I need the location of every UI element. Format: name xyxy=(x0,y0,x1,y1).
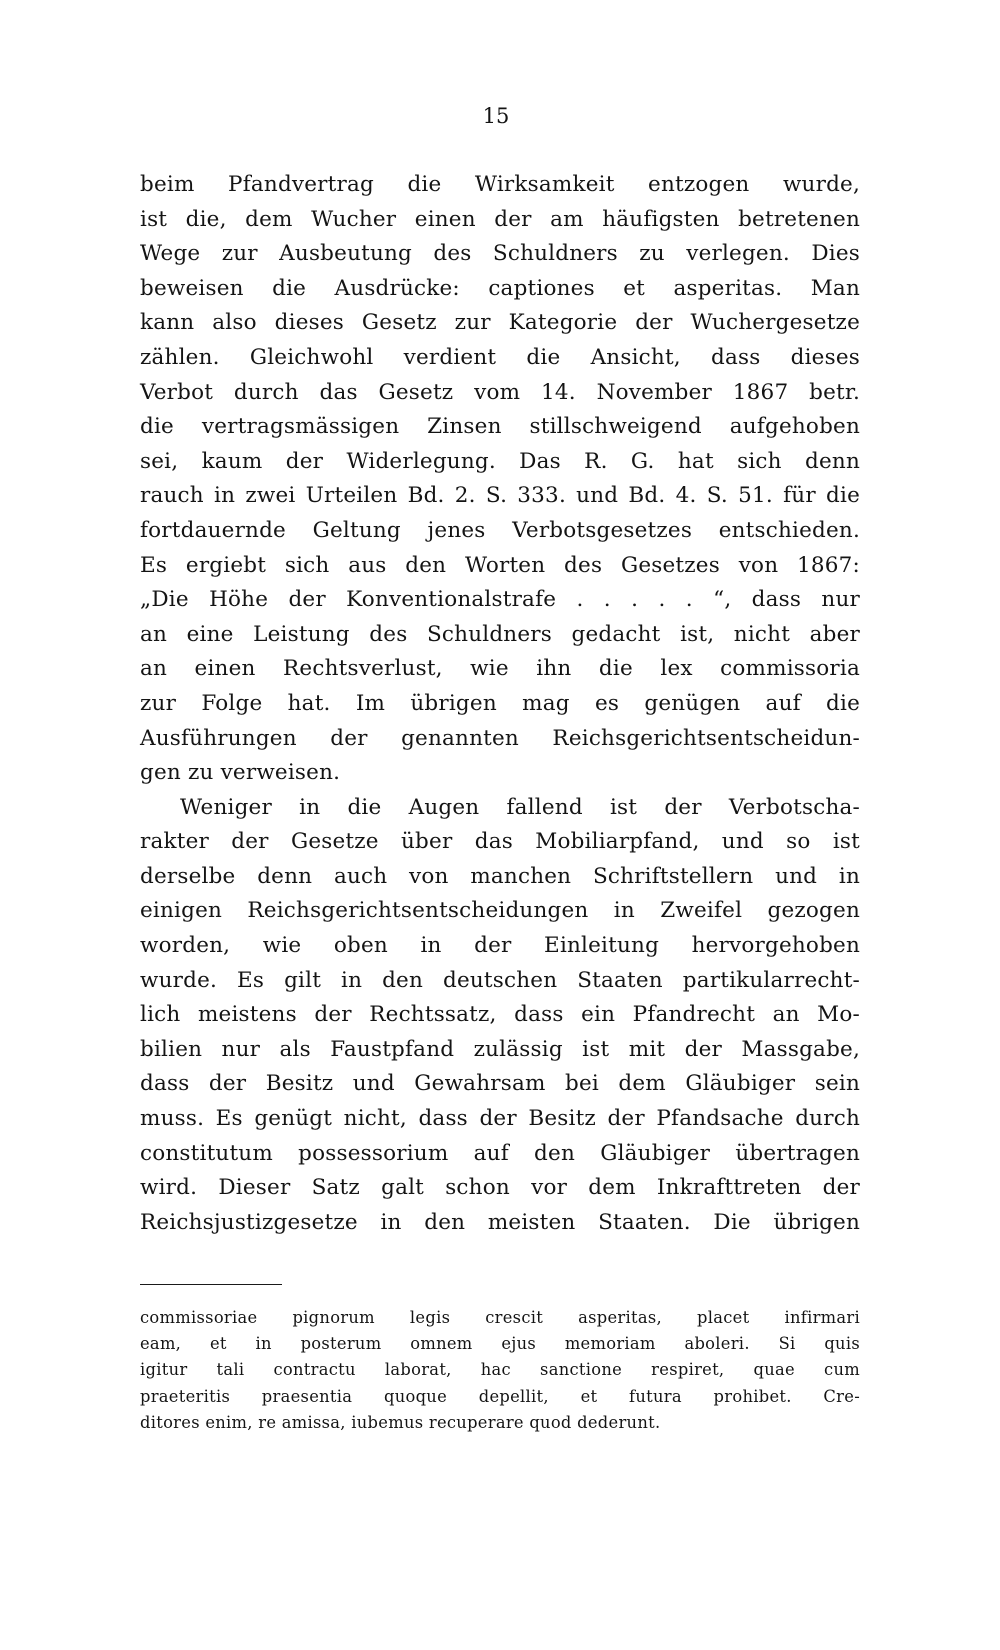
footnote-line: eam, et in posterum omnem ejus memoriam aboleri. Si quis xyxy=(140,1334,860,1354)
text-line: derselbe denn auch von manchen Schriftstellern und in xyxy=(140,863,860,889)
text-line: „Die Höhe der Konventionalstrafe . . . . . “, dass nur xyxy=(140,587,860,613)
text-line: rauch in zwei Urteilen Bd. 2. S. 333. und Bd. 4. S. 51. für die xyxy=(140,483,860,509)
text-line: Wege zur Ausbeutung des Schuldners zu verlegen. Dies xyxy=(140,241,860,267)
text-line: einigen Reichsgerichtsentscheidungen in Zweifel gezogen xyxy=(140,898,860,924)
body-text xyxy=(140,168,860,1240)
page-number: 15 xyxy=(482,104,510,128)
text-line: beim Pfandvertrag die Wirksamkeit entzogen wurde, xyxy=(140,172,860,197)
text-line: wird. Dieser Satz galt schon vor dem Inkrafttreten der xyxy=(140,1175,860,1201)
text-line: an eine Leistung des Schuldners gedacht ist, nicht aber xyxy=(140,621,860,647)
text-line: rakter der Gesetze über das Mobiliarpfand, und so ist xyxy=(140,829,860,855)
text-line: zählen. Gleichwohl verdient die Ansicht, dass dieses xyxy=(140,344,860,370)
footnote-line: ditores enim, re amissa, iubemus recuperare quod dederunt. xyxy=(140,1412,661,1432)
text-line: ist die, dem Wucher einen der am häufigsten betretenen xyxy=(140,206,860,232)
footnote-line: praeteritis praesentia quoque depellit, et futura prohibet. Cre- xyxy=(140,1386,860,1406)
footnote xyxy=(140,1305,860,1436)
text-line: die vertragsmässigen Zinsen stillschweigend aufgehoben xyxy=(140,414,860,440)
text-line: worden, wie oben in der Einleitung hervorgehoben xyxy=(140,933,860,959)
text-line: dass der Besitz und Gewahrsam bei dem Gläubiger sein xyxy=(140,1071,860,1097)
text-line: gen zu verweisen. xyxy=(140,760,341,786)
text-line: Ausführungen der genannten Reichsgerichtsentscheidun- xyxy=(140,725,860,751)
text-line: bilien nur als Faustpfand zulässig ist mit der Massgabe, xyxy=(140,1036,860,1062)
footnote-line: igitur tali contractu laborat, hac sanctione respiret, quae cum xyxy=(140,1360,860,1380)
text-line: kann also dieses Gesetz zur Kategorie der Wuchergesetze xyxy=(140,310,860,336)
text-line: constitutum possessorium auf den Gläubiger übertragen xyxy=(140,1140,860,1166)
text-line: Reichsjustizgesetze in den meisten Staaten. Die übrigen xyxy=(140,1209,860,1235)
text-line: wurde. Es gilt in den deutschen Staaten partikularrecht- xyxy=(140,967,860,993)
text-line: lich meistens der Rechtssatz, dass ein Pfandrecht an Mo- xyxy=(140,1002,860,1028)
footnote-separator xyxy=(140,1284,282,1285)
text-line: fortdauernde Geltung jenes Verbotsgesetzes entschieden. xyxy=(140,517,860,543)
footnote-line: commissoriae pignorum legis crescit asperitas, placet infirmari xyxy=(140,1308,860,1327)
text-line: an einen Rechtsverlust, wie ihn die lex commissoria xyxy=(140,656,860,682)
text-line: zur Folge hat. Im übrigen mag es genügen auf die xyxy=(140,690,860,716)
text-line: Es ergiebt sich aus den Worten des Gesetzes von 1867: xyxy=(140,552,860,578)
text-line: sei, kaum der Widerlegung. Das R. G. hat sich denn xyxy=(140,448,860,474)
text-line: Verbot durch das Gesetz vom 14. November 1867 betr. xyxy=(140,379,860,405)
text-line: beweisen die Ausdrücke: captiones et asperitas. Man xyxy=(140,275,860,301)
text-line: Weniger in die Augen fallend ist der Verbotscha- xyxy=(180,794,860,820)
text-line: muss. Es genügt nicht, dass der Besitz der Pfandsache durch xyxy=(140,1106,860,1132)
